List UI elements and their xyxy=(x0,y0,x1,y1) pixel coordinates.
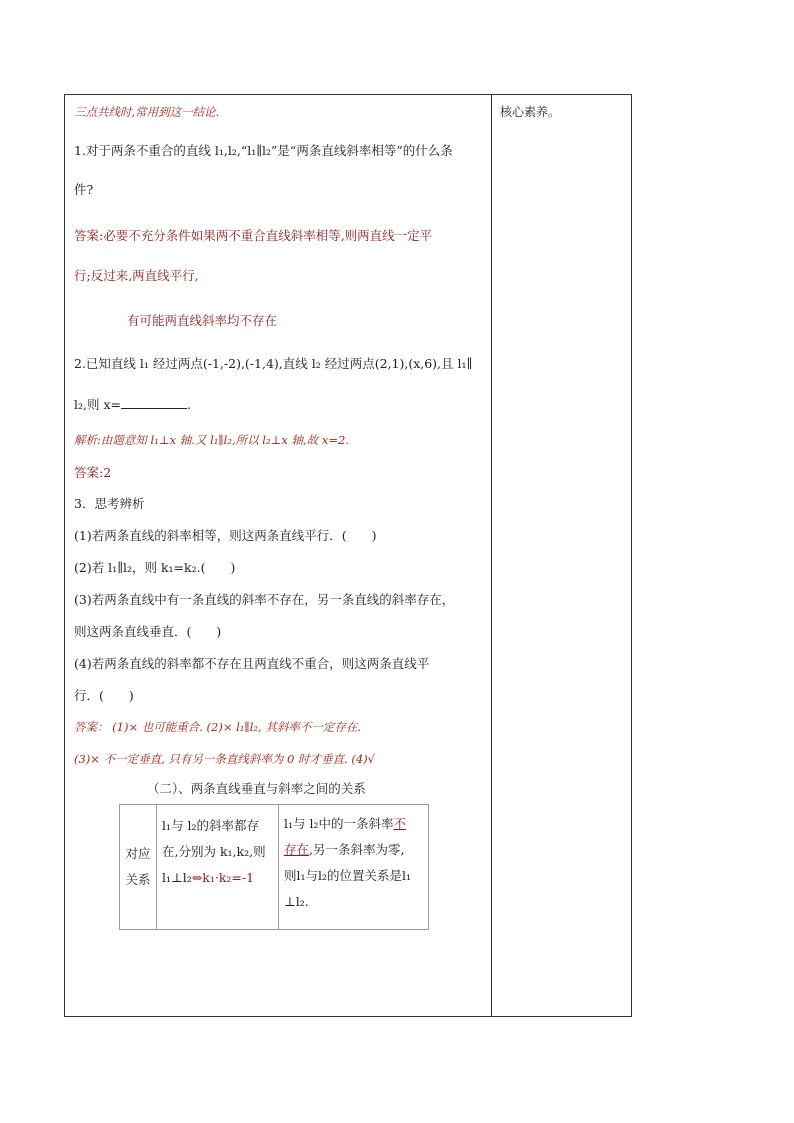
column-divider xyxy=(491,94,492,1017)
question-3-title: 3．思考辨析 xyxy=(74,496,145,511)
question-3-item-1: (1)若两条直线的斜率相等，则这两条直线平行．( ) xyxy=(74,528,377,543)
answer-1-line-2: 行;反过来,两直线平行, xyxy=(74,268,199,283)
cell-a-line-2: 在,分别为 k₁,k₂,则 xyxy=(162,844,266,859)
iff-symbol: ⇔ xyxy=(191,870,203,885)
answer-1-line-3: 有可能两直线斜率均不存在 xyxy=(127,313,278,328)
question-1-line-2: 件? xyxy=(74,182,94,197)
cell-b-underlined-1: 不 xyxy=(393,816,407,831)
question-1-line-1: 1.对于两条不重合的直线 l₁,l₂,“l₁∥l₂”是“两条直线斜率相等”的什么条 xyxy=(74,143,453,158)
cell-b-prefix: l₁与 l₂中的一条斜率 xyxy=(284,816,394,831)
answer-blank xyxy=(121,397,187,409)
cell-b-line-4: ⊥l₂. xyxy=(284,894,309,909)
question-2-suffix: . xyxy=(186,397,191,412)
answer-3-line-1: 答案： (1)× 也可能重合. (2)× l₁∥l₂, 其斜率不一定存在. xyxy=(74,720,361,734)
question-3-item-3-line-2: 则这两条直线垂直．( ) xyxy=(74,624,222,639)
question-3-item-4-line-2: 行．( ) xyxy=(74,688,134,703)
side-note: 核心素养。 xyxy=(500,105,561,119)
top-note: 三点共线时,常用到这一结论. xyxy=(74,105,220,119)
section-heading: （二）、两条直线垂直与斜率之间的关系 xyxy=(147,781,366,796)
answer-1-line-1: 答案:必要不充分条件如果两不重合直线斜率相等,则两直线一定平 xyxy=(74,228,433,243)
answer-2-value: 答案:2 xyxy=(74,465,112,480)
question-3-item-3-line-1: (3)若两条直线中有一条直线的斜率不存在，另一条直线的斜率存在， xyxy=(74,592,455,607)
cell-a-line-3 xyxy=(162,865,274,891)
relation-table xyxy=(119,804,429,930)
answer-2-analysis: 解析:由题意知 l₁⊥x 轴.又 l₁∥l₂,所以 l₂⊥x 轴,故 x=2. xyxy=(74,433,349,447)
table-label-line-1: 对应 xyxy=(125,846,151,861)
table-label-line-2: 关系 xyxy=(125,872,151,887)
cell-b-line-3: 则l₁与l₂的位置关系是l₁ xyxy=(284,868,412,883)
cell-a-line-1: l₁与 l₂的斜率都存 xyxy=(162,818,259,833)
question-2-line-1: 2.已知直线 l₁ 经过两点(-1,-2),(-1,4),直线 l₂ 经过两点(2,1),(x,6),且 l₁∥ xyxy=(74,356,473,371)
slope-product: k₁·k₂=-1 xyxy=(202,870,255,885)
question-2-prefix: l₂,则 x= xyxy=(74,397,121,412)
cell-b-line-1 xyxy=(284,811,424,837)
cell-b-line-2 xyxy=(284,837,424,863)
cell-b-rest-1: ,另一条斜率为零, xyxy=(309,842,405,857)
table-label-cell xyxy=(120,805,157,930)
perp-relation: l₁⊥l₂ xyxy=(162,870,192,885)
question-3-item-4-line-1: (4)若两条直线的斜率都不存在且两直线不重合，则这两条直线平 xyxy=(74,656,430,671)
table-cell-both-exist xyxy=(157,805,279,930)
table-cell-one-missing xyxy=(279,805,429,930)
question-3-item-2: (2)若 l₁∥l₂，则 k₁=k₂.( ) xyxy=(74,560,236,575)
answer-3-line-2: (3)× 不一定垂直, 只有另一条直线斜率为 0 时才垂直. (4)√ xyxy=(74,752,375,766)
cell-b-underlined-2: 存在 xyxy=(284,842,310,857)
question-2-line-2 xyxy=(74,397,191,413)
